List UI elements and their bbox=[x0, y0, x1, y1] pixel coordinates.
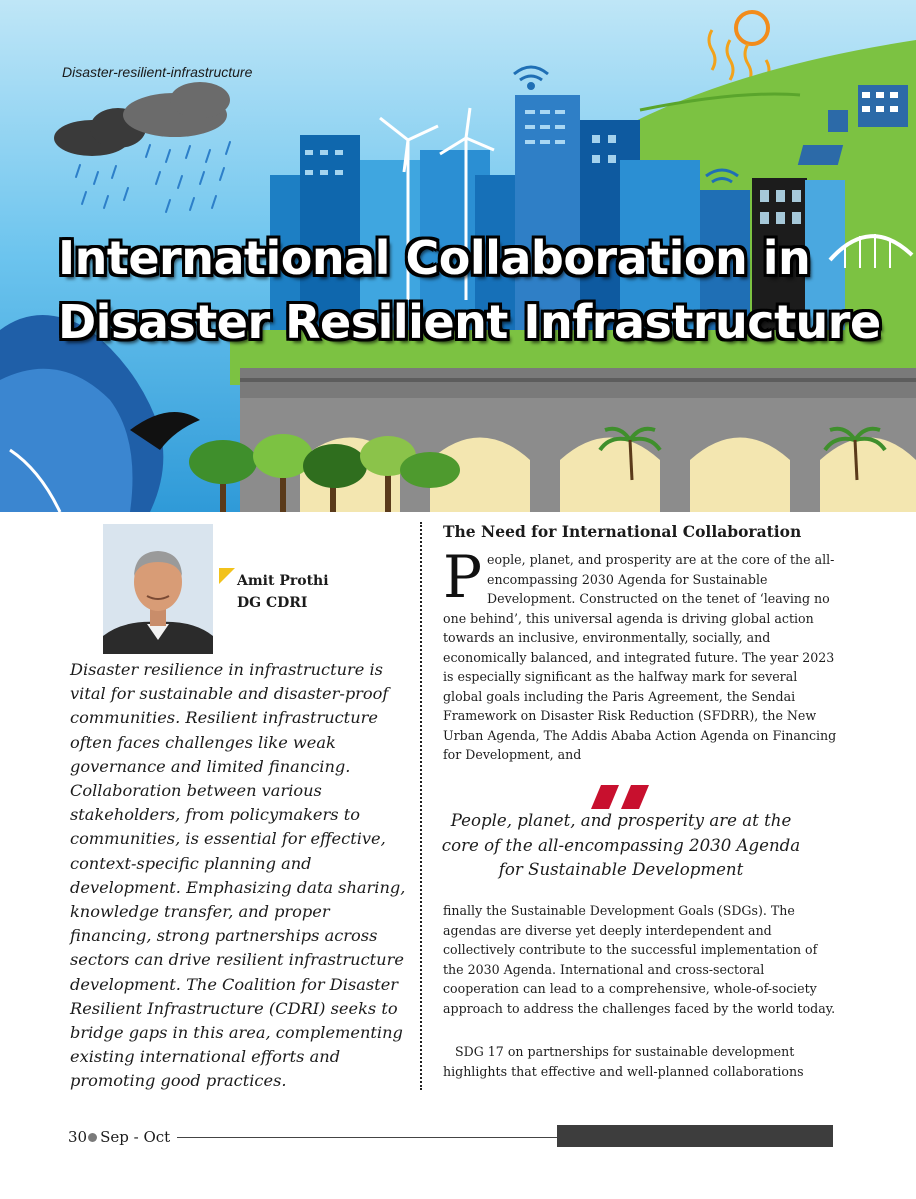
footer-bar bbox=[557, 1125, 833, 1147]
page-number: 30 bbox=[68, 1128, 88, 1146]
intro-paragraph: Disaster resilience in infrastructure is vital for sustainable and disaster-proof communities. Resilient infrastructure often faces challenges like weak governance and limited financing. Collaboration between various stakeholders, from policymakers to communities, is essential for effective, context-specific planning and development. Emphasizing data sharing, knowledge transfer, and proper financing, strong partnerships across sectors can drive resilient infrastructure development. The Coalition for Disaster Resilient Infrastructure (CDRI) seeks to bridge gaps in this area, complementing existing international efforts and promoting good practices. bbox=[70, 660, 406, 1091]
dropcap: P bbox=[443, 543, 483, 611]
issue-label: Sep - Oct bbox=[100, 1128, 171, 1146]
section-tag: Disaster-resilient-infrastructure bbox=[62, 64, 253, 80]
author-byline bbox=[237, 570, 329, 614]
footer-rule bbox=[177, 1137, 559, 1138]
page-footer bbox=[68, 1127, 170, 1147]
page-title-line-1: International Collaboration in bbox=[58, 231, 811, 285]
hero-illustration bbox=[0, 0, 916, 512]
author-accent-icon bbox=[219, 568, 235, 584]
pull-quote: People, planet, and prosperity are at the core of the all-encompassing 2030 Agenda for Sustainable Development bbox=[441, 811, 801, 879]
footer-dot-icon bbox=[88, 1133, 97, 1142]
author-name: Amit Prothi bbox=[237, 573, 329, 589]
section-heading: The Need for International Collaboration bbox=[443, 522, 802, 541]
article-paragraph-2: finally the Sustainable Development Goals (SDGs). The agendas are diverse yet deeply interdependent and collectively contribute to the successful implementation of the 2030 Agenda. International and cross-sectoral cooperation can lead to a comprehensive, whole-of-society approach to address the challenges faced by the world today. bbox=[443, 903, 836, 1016]
article-paragraph-1 bbox=[443, 543, 838, 765]
author-role: DG CDRI bbox=[237, 595, 308, 611]
quote-mark-icon bbox=[591, 785, 651, 809]
author-photo bbox=[103, 524, 213, 654]
article-paragraph-1-text: eople, planet, and prosperity are at the core of the all-encompassing 2030 Agenda for Sustainable Development. Constructed on the tenet of ‘leaving no one behind’, this universal agenda is driving global action towards an inclusive, environmentally, socially, and economically balanced, and integrated future. The year 2023 is especially significant as the halfway mark for several global goals including the Paris Agreement, the Sendai Framework on Disaster Risk Reduction (SFDRR), the New Urban Agenda, The Addis Ababa Action Agenda on Financing for Development, and bbox=[443, 552, 837, 762]
page-title-line-2: Disaster Resilient Infrastructure bbox=[58, 295, 881, 349]
article-paragraph-3: SDG 17 on partnerships for sustainable development highlights that effective and well-planned collaborations bbox=[443, 1044, 804, 1079]
column-divider bbox=[420, 522, 422, 1090]
page-title bbox=[58, 226, 898, 354]
